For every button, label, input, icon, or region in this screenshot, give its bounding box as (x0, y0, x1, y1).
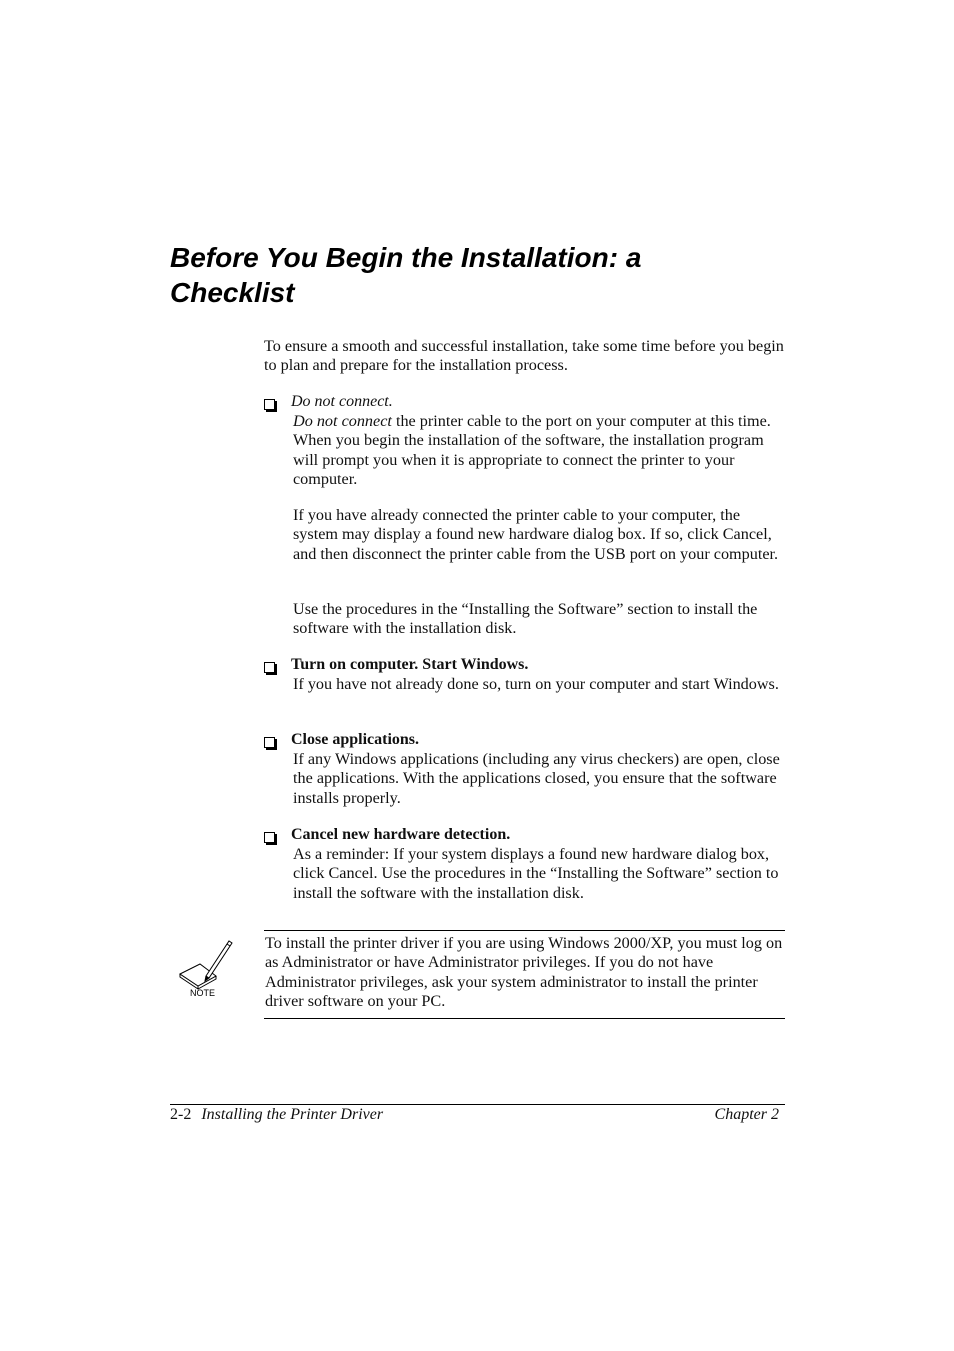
note-text: To install the printer driver if you are using Windows 2000/XP, you must log on as Administrator or have Administrator privileges. If you do not have Administrator privileges, ask your system administrator to install the printer driver software on your PC. (265, 934, 783, 1011)
checkbox-icon (264, 399, 275, 410)
checklist-body: If you have not already done so, turn on your computer and start Windows. (293, 675, 779, 693)
checklist-body (293, 412, 785, 490)
page-title (170, 240, 770, 310)
intro-paragraph: To ensure a smooth and successful installation, take some time before you begin to plan and prepare for the installation process. (264, 337, 784, 375)
footer-section: Installing the Printer Driver (201, 1106, 384, 1123)
checklist-body: If you have already connected the printer cable to your computer, the system may display a found new hardware dialog box. If so, click Cancel, and then disconnect the printer cable from the USB port on your computer. (293, 506, 779, 563)
footer-chapter: Chapter 2 (714, 1106, 779, 1123)
checkbox-icon (264, 832, 275, 843)
note-bottom-rule (264, 1018, 785, 1019)
emphasis-text: Do not connect (293, 412, 392, 430)
checklist-body: If any Windows applications (including any virus checkers) are open, close the applications. With the applications closed, you ensure that the software installs properly. (293, 750, 780, 807)
checklist-heading: Close applications. (291, 731, 420, 748)
checkbox-icon (264, 662, 275, 673)
checklist-heading: Do not connect. (291, 393, 393, 410)
footer-rule (170, 1104, 785, 1105)
note-pencil-icon (176, 938, 236, 998)
body-text: the printer cable to the port on your computer at this time. When you begin the installation of the software, the installation program will prompt you when it is appropriate to connect the printer to your computer. (293, 412, 771, 489)
checklist-body: Use the procedures in the “Installing the Software” section to install the software with the installation disk. (293, 600, 758, 638)
footer-left (170, 1106, 383, 1124)
checklist-heading: Turn on computer. Start Windows. (291, 656, 529, 673)
checklist-heading: Cancel new hardware detection. (291, 826, 511, 843)
checkbox-icon (264, 737, 275, 748)
page-title-line2: Checklist (170, 277, 295, 308)
page-number: 2-2 (170, 1106, 192, 1123)
checklist-body: As a reminder: If your system displays a found new hardware dialog box, click Cancel. Use the procedures in the “Installing the Software” section to install the software with the installation disk. (293, 845, 779, 902)
note-icon-label: NOTE (190, 988, 216, 998)
note-top-rule (264, 930, 785, 931)
page-title-line1: Before You Begin the Installation: a (170, 242, 642, 273)
